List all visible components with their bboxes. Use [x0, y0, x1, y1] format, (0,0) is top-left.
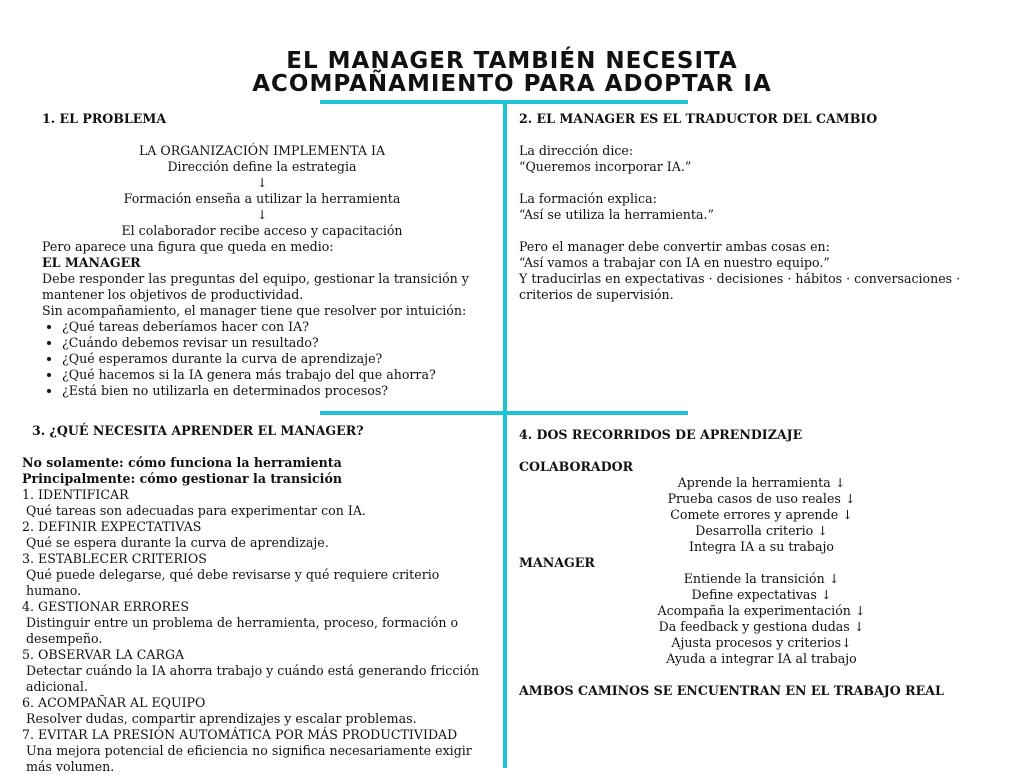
- list-item: • ¿Qué esperamos durante la curva de aprendizaje?: [62, 351, 482, 367]
- path-step: Define expectativas ↓: [691, 587, 832, 602]
- list-item: • ¿Qué hacemos si la IA genera más trabajo del que ahorra?: [62, 367, 482, 383]
- manager-label: Pero el manager debe convertir ambas cosas en:: [519, 239, 830, 254]
- step-title: 7. EVITAR LA PRESIÓN AUTOMÁTICA POR MÁS PRODUCTIVIDAD: [22, 727, 458, 742]
- training-quote: “Así se utiliza la herramienta.”: [519, 207, 714, 222]
- flow-step: LA ORGANIZACIÓN IMPLEMENTA IA: [138, 143, 386, 158]
- description-text: Debe responder las preguntas del equipo, gestionar la transición y mantener los objetivos de productividad.: [42, 271, 469, 302]
- direction-label: La dirección dice:: [519, 143, 634, 158]
- step-description: Resolver dudas, compartir aprendizajes y escalar problemas.: [26, 711, 417, 726]
- conclusion-text: AMBOS CAMINOS SE ENCUENTRAN EN EL TRABAJO REAL: [519, 683, 944, 698]
- step-title: 4. GESTIONAR ERRORES: [22, 599, 189, 614]
- step-description: Distinguir entre un problema de herramienta, proceso, formación o desempeño.: [26, 615, 459, 646]
- path-step: Prueba casos de uso reales ↓: [667, 491, 856, 506]
- section-heading: 2. EL MANAGER ES EL TRADUCTOR DEL CAMBIO: [519, 111, 878, 126]
- path-step: Desarrolla criterio ↓: [695, 523, 828, 538]
- path-step: Da feedback y gestiona dudas ↓: [658, 619, 865, 634]
- step-title: 5. OBSERVAR LA CARGA: [22, 647, 185, 662]
- section-problem: [42, 111, 482, 399]
- path-step: Ayuda a integrar IA al trabajo: [666, 651, 857, 666]
- collaborator-label: COLABORADOR: [519, 459, 634, 474]
- step-description: Qué se espera durante la curva de aprendizaje.: [26, 535, 329, 550]
- step-description: Una mejora potencial de eficiencia no significa necesariamente exigir más volumen.: [26, 743, 472, 774]
- path-step: Acompaña la experimentación ↓: [657, 603, 866, 618]
- title-line-1: EL MANAGER TAMBIÉN NECESITA: [286, 48, 738, 74]
- flow-step: Formación enseña a utilizar la herramienta: [123, 191, 401, 206]
- collaborator-path: [519, 475, 1004, 555]
- path-step: Comete errores y aprende ↓: [670, 507, 853, 522]
- vertical-divider: [503, 100, 507, 768]
- down-arrow-icon: ↓: [256, 207, 268, 222]
- step-title: 1. IDENTIFICAR: [22, 487, 129, 502]
- step-description: Detectar cuándo la IA ahorra trabajo y cuándo está generando fricción adicional.: [26, 663, 480, 694]
- section-learning: [22, 423, 492, 775]
- section-translator: [519, 111, 999, 303]
- intuition-text: Sin acompañamiento, el manager tiene que resolver por intuición:: [42, 303, 467, 318]
- down-arrow-icon: ↓: [256, 175, 268, 190]
- path-step: Integra IA a su trabajo: [688, 539, 834, 554]
- path-step: Aprende la herramienta ↓: [677, 475, 846, 490]
- question-list: [42, 319, 482, 399]
- page-title: [0, 50, 1024, 96]
- figure-label: EL MANAGER: [42, 255, 141, 270]
- steps-list: [22, 487, 492, 775]
- manager-quote: “Así vamos a trabajar con IA en nuestro equipo.”: [519, 255, 830, 270]
- step-title: 3. ESTABLECER CRITERIOS: [22, 551, 207, 566]
- direction-quote: “Queremos incorporar IA.”: [519, 159, 692, 174]
- training-label: La formación explica:: [519, 191, 657, 206]
- flow-diagram: [42, 143, 482, 239]
- flow-step: Dirección define la estrategia: [167, 159, 357, 174]
- section-heading: 4. DOS RECORRIDOS DE APRENDIZAJE: [519, 427, 803, 442]
- step-description: Qué puede delegarse, qué debe revisarse y qué requiere criterio humano.: [26, 567, 440, 598]
- section-two-paths: [519, 427, 1004, 699]
- section-heading: 1. EL PROBLEMA: [42, 111, 167, 126]
- section-heading: 3. ¿QUÉ NECESITA APRENDER EL MANAGER?: [32, 423, 364, 438]
- mainly-text: Principalmente: cómo gestionar la transición: [22, 471, 343, 486]
- flow-step: El colaborador recibe acceso y capacitación: [121, 223, 403, 238]
- manager-path-label: MANAGER: [519, 555, 595, 570]
- manager-path: [519, 571, 1004, 667]
- list-item: • ¿Qué tareas deberíamos hacer con IA?: [62, 319, 482, 335]
- path-step: Entiende la transición ↓: [683, 571, 840, 586]
- intro-text: Pero aparece una figura que queda en medio:: [42, 239, 334, 254]
- translate-text: Y traducirlas en expectativas · decisiones · hábitos · conversaciones · criterios de supervisión.: [519, 271, 961, 302]
- step-description: Qué tareas son adecuadas para experimentar con IA.: [26, 503, 366, 518]
- list-item: • ¿Cuándo debemos revisar un resultado?: [62, 335, 482, 351]
- step-title: 6. ACOMPAÑAR AL EQUIPO: [22, 695, 206, 710]
- list-item: • ¿Está bien no utilizarla en determinados procesos?: [62, 383, 482, 399]
- step-title: 2. DEFINIR EXPECTATIVAS: [22, 519, 202, 534]
- path-step: Ajusta procesos y criterios↓: [671, 635, 852, 650]
- title-line-2: ACOMPAÑAMIENTO PARA ADOPTAR IA: [252, 71, 772, 97]
- not-only-text: No solamente: cómo funciona la herramienta: [22, 455, 342, 470]
